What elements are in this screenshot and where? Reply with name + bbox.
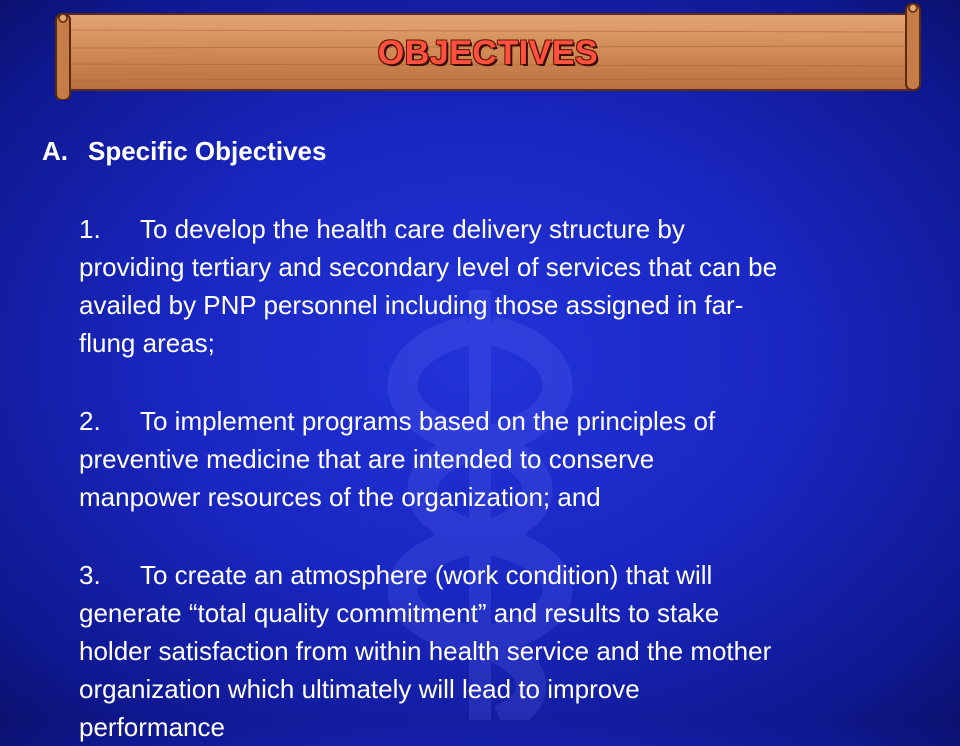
- objective-line: To implement programs based on the principles of: [140, 406, 716, 436]
- objective-line: manpower resources of the organization; and: [79, 482, 601, 512]
- objective-number: 3.: [79, 560, 101, 590]
- objective-line: holder satisfaction from within health service and the mother: [79, 636, 772, 666]
- objective-2: [79, 402, 949, 516]
- objective-3: [79, 556, 949, 746]
- objective-line: availed by PNP personnel including those assigned in far-: [79, 290, 744, 320]
- section-letter: A.: [42, 136, 68, 166]
- page-title: OBJECTIVES: [377, 34, 599, 72]
- objective-line: generate “total quality commitment” and results to stake: [79, 598, 720, 628]
- objective-line: To create an atmosphere (work condition) that will: [140, 560, 713, 590]
- section-heading-text: Specific Objectives: [88, 136, 327, 166]
- objective-line: preventive medicine that are intended to conserve: [79, 444, 655, 474]
- objective-line: organization which ultimately will lead to improve: [79, 674, 640, 704]
- objective-number: 1.: [79, 214, 101, 244]
- objective-1: [79, 210, 949, 362]
- objective-number: 2.: [79, 406, 101, 436]
- objective-line: flung areas;: [79, 328, 215, 358]
- objective-line: performance: [79, 712, 225, 742]
- section-heading: [42, 136, 326, 167]
- objective-line: To develop the health care delivery structure by: [140, 214, 685, 244]
- objective-line: providing tertiary and secondary level of services that can be: [79, 252, 778, 282]
